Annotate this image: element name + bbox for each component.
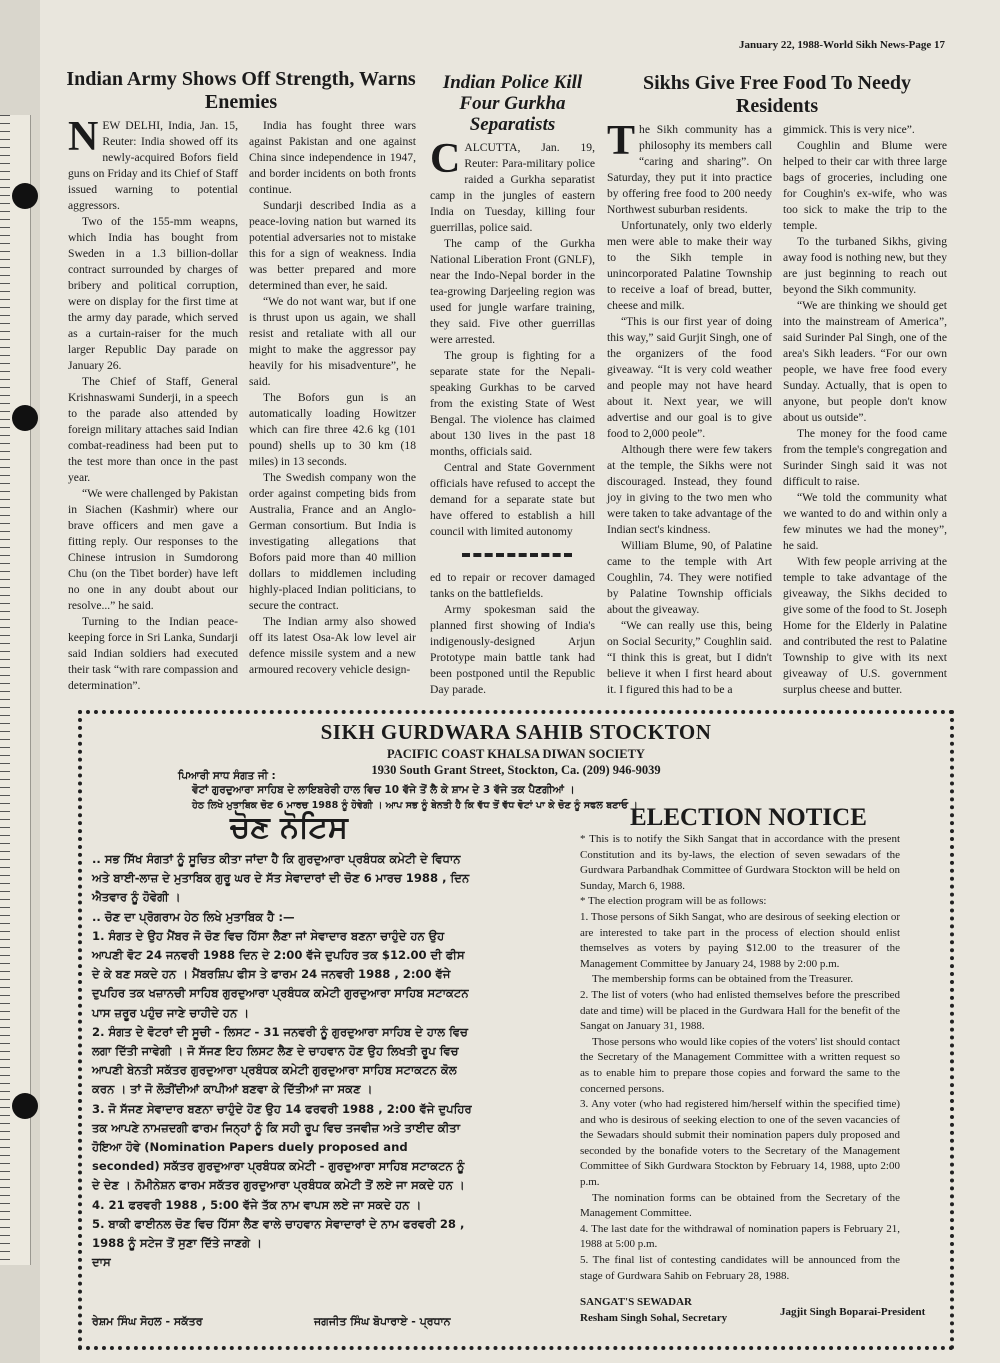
ad-punjabi-line2: ਹੇਠ ਲਿਖੇ ਮੁਤਾਬਿਕ ਚੋਣ 6 ਮਾਰਚ 1988 ਨੂੰ ਹੋਵੇਗੀ । ਆਪ ਸਭ ਨੂੰ ਬੇਨਤੀ ਹੈ ਕਿ ਵੱਧ ਤੋਂ ਵੱਧ ਵੋਟਾਂ ਪਾ ਕੇ ਚੋਣ ਨੂੰ ਸਫਲ ਬਣਾਓ । [192, 800, 638, 811]
ad-greeting: ਪਿਆਰੀ ਸਾਧ ਸੰਗਤ ਜੀ : [178, 770, 276, 782]
article1-title: Indian Army Shows Off Strength, Warns Enemies [66, 68, 416, 113]
punch-hole [12, 1093, 38, 1119]
punch-hole [12, 405, 38, 431]
article3-para: To the turbaned Sikhs, giving away food is nothing new, but they are just beginning to reach out beyond the Sikh community. [783, 235, 947, 296]
article1-para: The Bofors gun is an automatically loading Howitzer which can fire three 42.6 kg (101 pound) shells up to 30 km (18 miles) in 13 seconds. [249, 391, 416, 468]
article1-para: Two of the 155-mm weapns, which India has bought from Sweden in a 1.3 billion-dollar contract surrounded by charges of bribery and political corruption, were on display for the first time at the army day parade, which served as a curtain-raiser for the much larger Republic Day parade on January 26. [68, 215, 238, 372]
article3-para: Coughlin and Blume were helped to their car with three large bags of groceries, including one for Coughin's ex-wife, who was too sick to make the trip to the temple. [783, 139, 947, 232]
punch-hole [12, 183, 38, 209]
article3-para: With few people arriving at the temple to take advantage of the giveaway, the Sikhs decided to give some of the food to St. Joseph Home for the Elderly in Palatine and contributed the rest to Palatine Township to give with its next giveaway of U.S. government surplus cheese and butter. [783, 555, 947, 696]
article3-col2 [783, 122, 947, 698]
english-para: Those persons who would like copies of the voters' list should contact the Secretary of the Management Committee with a written request so as to enable him to prepare those copies and forward the same to the concerned persons. [580, 1035, 900, 1095]
ad-address: 1930 South Grant Street, Stockton, Ca. (209) 946-9039 [371, 763, 661, 777]
english-para: 1. Those persons of Sikh Sangat, who are desirous of seeking election or are interested to take part in the process of election should enlist themselves as voters by paying $12.00 to the treasurer of the Management Committee by January 24, 1988 by 2:00 p.m. [580, 910, 900, 970]
english-para: * The election program will be as follows: [580, 895, 767, 908]
article3-para: The Sikh community has a philosophy its members call “caring and sharing”. On Saturday, they put it into practice by offering free food to 200 needy Northwest suburban residents. [607, 118, 772, 216]
article2-body [430, 136, 595, 540]
ad-title: SIKH GURDWARA SAHIB STOCKTON [320, 720, 712, 744]
english-para: 4. The last date for the withdrawal of nomination papers is February 21, 1988 at 5:00 p.m. [580, 1222, 900, 1251]
article1-para: The Swedish company won the order against competing bids from Australia, France and an Anglo-German consortium. But India is investigating allegations that Bofors paid more than 40 million dollars to middlemen including highly-placed Indian politicians, to secure the contract. [249, 471, 416, 612]
separator-dashes [462, 553, 572, 557]
article1-para: Turning to the Indian peace-keeping force in Sri Lanka, Sundarji said Indian soldiers had executed their task “with rare compassion and determination”. [68, 615, 238, 692]
punjabi-signature-secretary: ਰੇਸ਼ਮ ਸਿੰਘ ਸੋਹਲ - ਸਕੱਤਰ [92, 1315, 203, 1328]
punjabi-para: .. ਸਭ ਸਿੱਖ ਸੰਗਤਾਂ ਨੂੰ ਸੂਚਿਤ ਕੀਤਾ ਜਾਂਦਾ ਹੈ ਕਿ ਗੁਰਦੁਆਰਾ ਪ੍ਰਬੰਧਕ ਕਮੇਟੀ ਦੇ ਵਿਧਾਨ ਅਤੇ ਬਾਈ-ਲਾਜ਼ ਦੇ ਮੁਤਾਬਿਕ ਗੁਰੂ ਘਰ ਦੇ ਸੱਤ ਸੇਵਾਦਾਰਾਂ ਦੀ ਚੋਣ 6 ਮਾਰਚ 1988 , ਦਿਨ ਐਤਵਾਰ ਨੂੰ ਹੋਵੇਗੀ । [92, 852, 470, 905]
article3-col1 [607, 118, 772, 698]
punjabi-para: 4. 21 ਫਰਵਰੀ 1988 , 5:00 ਵੱਜੇ ਤੱਕ ਨਾਮ ਵਾਪਸ ਲਏ ਜਾ ਸਕਦੇ ਹਨ । [92, 1197, 422, 1212]
article3-para: gimmick. This is very nice”. [783, 123, 915, 136]
punjabi-notice-title: ਚੋਣ ਨੋਟਿਸ [230, 810, 348, 845]
article3-para: “We told the community what we wanted to do and within only a few minutes we had the money”, he said. [783, 491, 947, 552]
signature-secretary: Resham Singh Sohal, Secretary [580, 1312, 728, 1324]
punjabi-para: 3. ਜੋ ਸੱਜਣ ਸੇਵਾਦਾਰ ਬਣਨਾ ਚਾਹੁੰਦੇ ਹੋਣ ਉਹ 14 ਫਰਵਰੀ 1988 , 2:00 ਵੱਜੇ ਦੁਪਹਿਰ ਤਕ ਆਪਣੇ ਨਾਮਜ਼ਦਗੀ ਫਾਰਮ ਜਿਨ੍ਹਾਂ ਨੂੰ ਕਿ ਸਹੀ ਰੂਪ ਵਿਚ ਤਜਵੀਜ਼ ਅਤੇ ਤਾਈਦ ਕੀਤਾ ਹੋਇਆ ਹੋਵੇ (Nomination Papers duely proposed and seconded) ਸਕੱਤਰ ਗੁਰਦੁਆਰਾ ਪ੍ਰਬੰਧਕ ਕਮੇਟੀ - ਗੁਰਦੁਆਰਾ ਸਾਹਿਬ ਸਟਾਕਟਨ ਨੂੰ ਦੇ ਦੇਣ । ਨੋਮੀਨੇਸ਼ਨ ਫਾਰਮ ਸਕੱਤਰ ਗੁਰਦੁਆਰਾ ਪ੍ਰਬੰਧਕ ਕਮੇਟੀ ਤੋਂ ਲਏ ਜਾ ਸਕਦੇ ਹਨ । [92, 1101, 472, 1193]
ad-punjabi-line1: ਵੋਟਾਂ ਗੁਰਦੁਆਰਾ ਸਾਹਿਬ ਦੇ ਲਾਇਬਰੇਰੀ ਹਾਲ ਵਿਚ 10 ਵੱਜੇ ਤੋਂ ਲੈ ਕੇ ਸ਼ਾਮ ਦੇ 3 ਵੱਜੇ ਤਕ ਪੈਣਗੀਆਂ । [192, 784, 575, 796]
article2-para: The camp of the Gurkha National Liberation Front (GNLF), near the Indo-Nepal border in the tea-growing Darjeeling region was used for jungle warfare training, they said. Five other guerrillas were arrested. [430, 237, 595, 346]
article2-title: Indian Police Kill Four Gurkha Separatists [442, 72, 583, 135]
english-para: The nomination forms can be obtained from the Secretary of the Management Committee. [580, 1191, 900, 1220]
dropcap: T [607, 118, 636, 164]
punjabi-notice-body [92, 850, 476, 1272]
signature-president: Jagjit Singh Boparai-President [780, 1306, 926, 1318]
punjabi-para: 1. ਸੰਗਤ ਦੇ ਉਹ ਮੈਂਬਰ ਜੋ ਚੋਣ ਵਿਚ ਹਿੱਸਾ ਲੈਣਾ ਜਾਂ ਸੇਵਾਦਾਰ ਬਣਨਾ ਚਾਹੁੰਦੇ ਹਨ ਉਹ ਆਪਣੀ ਵੋਟ 24 ਜਨਵਰੀ 1988 ਦਿਨ ਦੇ 2:00 ਵੱਜੇ ਦੁਪਹਿਰ ਤਕ $12.00 ਦੀ ਫੀਸ ਦੇ ਕੇ ਬਣ ਸਕਦੇ ਹਨ । ਮੈਂਬਰਸ਼ਿਪ ਫੀਸ ਤੇ ਫਾਰਮ 24 ਜਨਵਰੀ 1988 , 2:00 ਵੱਜੇ ਦੁਪਹਿਰ ਤਕ ਖਜ਼ਾਨਚੀ ਸਾਹਿਬ ਗੁਰਦੁਆਰਾ ਪ੍ਰਬੰਧਕ ਕਮੇਟੀ ਗੁਰਦੁਆਰਾ ਸਾਹਿਬ ਸਟਾਕਟਨ ਪਾਸ ਜ਼ਰੂਰ ਪਹੁੰਚ ਜਾਣੇ ਚਾਹੀਦੇ ਹਨ । [92, 928, 469, 1020]
election-notice-ad [78, 710, 954, 1350]
article1-col1 [68, 114, 238, 694]
article3-para: The money for the food came from the temple's congregation and Surinder Singh said it was not difficult to raise. [783, 427, 947, 488]
article3-para: Unfortunately, only two elderly men were able to make their way to the Sikh temple in unincorporated Palatine Township to receive a loaf of bread, butter, cheese and milk. [607, 219, 772, 312]
article1-para: The Indian army also showed off its latest Osa-Ak low level air defence missile system and a new armoured recovery vehicle design- [249, 615, 416, 676]
article1-para: NEW DELHI, India, Jan. 15, Reuter: India showed off its newly-acquired Bofors field guns on Friday and its Chief of Staff issued warning to potential aggressors. [68, 114, 238, 212]
signature-heading: SANGAT'S SEWADAR [580, 1296, 692, 1308]
english-notice-body [580, 832, 900, 1284]
article1-para: “We were challenged by Pakistan in Siachen (Kashmir) where our brave officers and men gave a fitting reply. Our responses to the Chinese intrusion in Sumdorong Chu (on the Tibet border) have left no one in any doubt about our resolve...” he said. [68, 487, 238, 612]
punjabi-para: .. ਚੋਣ ਦਾ ਪ੍ਰੋਗਰਾਮ ਹੇਠ ਲਿਖੇ ਮੁਤਾਬਿਕ ਹੈ :— [92, 909, 295, 924]
article1-para: ed to repair or recover damaged tanks on the battlefields. [430, 571, 595, 600]
punjabi-para: 5. ਬਾਕੀ ਫਾਈਨਲ ਚੋਣ ਵਿਚ ਹਿੱਸਾ ਲੈਣ ਵਾਲੇ ਚਾਹਵਾਨ ਸੇਵਾਦਾਰਾਂ ਦੇ ਨਾਮ ਫਰਵਰੀ 28 , 1988 ਨੂੰ ਸਟੇਜ ਤੋਂ ਸੁਣਾ ਦਿੱਤੇ ਜਾਣਗੇ । [92, 1216, 465, 1251]
article1-para: “We do not want war, but if one is thrust upon us again, we shall resist and retaliate with all our might to make the aggressor pay heavily for his misadventure”, he said. [249, 295, 416, 388]
article1-col2 [249, 118, 416, 678]
article1-col3 [430, 570, 595, 698]
ad-organization: PACIFIC COAST KHALSA DIWAN SOCIETY [387, 747, 645, 761]
english-para: * This is to notify the Sikh Sangat that in accordance with the present Constitution and its by-laws, the election of seven sewadars of the Gurdwara Parbandhak Committee of Gurdwara Stockton will be held on Sunday, March 6, 1988. [580, 833, 900, 892]
dropcap: C [430, 136, 461, 182]
article3-title: Sikhs Give Free Food To Needy Residents [643, 72, 911, 117]
dropcap: N [68, 114, 99, 160]
english-para: 2. The list of voters (who had enlisted themselves before the prescribed date and time) will be placed in the Gurdwara Hall for the benefit of the Sangat on January 31, 1988. [580, 988, 900, 1033]
article2-para: Central and State Government officials have refused to accept the demand for a separate state but have offered to establish a hill council with limited autonomy [430, 461, 595, 538]
article1-para: Army spokesman said the planned first showing of India's indigenously-designed Arjun Prototype main battle tank had been postponed until the Republic Day parade. [430, 603, 595, 696]
english-notice-title: ELECTION NOTICE [630, 804, 867, 831]
article2-para: CALCUTTA, Jan. 19, Reuter: Para-military police raided a Gurkha separatist camp in the jungles of eastern India on Tuesday, killing four guerrillas, police said. [430, 136, 595, 234]
article3-para: “This is our first year of doing this way,” said Gurjit Singh, one of the organizers of the food giveaway. “It is very cold weather and people may not have heard about it. Next year, we will advertise and our goal is to give food to 2,000 peole”. [607, 315, 772, 440]
article3-para: Although there were few takers at the temple, the Sikhs were not discouraged. Instead, they found joy in giving to the two men who were taken to take advantage of the Indian sect's kindness. [607, 443, 772, 536]
punjabi-signature-president: ਜਗਜੀਤ ਸਿੰਘ ਬੋਪਾਰਾਏ - ਪ੍ਰਧਾਨ [314, 1315, 451, 1328]
english-para: 3. Any voter (who had registered him/herself within the specified time) and who is desirous of seeking election to one of the seven vacancies of the Sewadars should submit their nomination papers duly proposed and seconded by the bonafide voters to the Secretary of the Management Committee of Sikh Gurdwara Stockton by February 14, 1988, upto 2:00 p.m. [580, 1098, 900, 1189]
english-para: 5. The final list of contesting candidates will be announced from the stage of Gurdwara Sahib on February 28, 1988. [580, 1254, 900, 1282]
article1-para: Sundarji described India as a peace-loving nation but warned its potential adversaries not to mistake this for a sign of weakness. India was better prepared and more determined than ever, he said. [249, 199, 416, 292]
article3-para: William Blume, 90, of Palatine came to the temple with Art Coughlin, 74. They were notified by Palatine Township officials about the giveaway. [607, 539, 772, 616]
punjabi-para: 2. ਸੰਗਤ ਦੇ ਵੋਟਰਾਂ ਦੀ ਸੂਚੀ - ਲਿਸਟ - 31 ਜਨਵਰੀ ਨੂੰ ਗੁਰਦੁਆਰਾ ਸਾਹਿਬ ਦੇ ਹਾਲ ਵਿਚ ਲਗਾ ਦਿੱਤੀ ਜਾਵੇਗੀ । ਜੋ ਸੱਜਣ ਇਹ ਲਿਸਟ ਲੈਣ ਦੇ ਚਾਹਵਾਨ ਹੋਣ ਉਹ ਲਿਖਤੀ ਰੂਪ ਵਿਚ ਆਪਣੀ ਬੇਨਤੀ ਸਕੱਤਰ ਗੁਰਦੁਆਰਾ ਪ੍ਰਬੰਧਕ ਕਮੇਟੀ ਗੁਰਦੁਆਰਾ ਸਾਹਿਬ ਸਟਾਕਟਨ ਕੋਲ ਕਰਨ । ਤਾਂ ਜੋ ਲੋੜੀਂਦੀਆਂ ਕਾਪੀਆਂ ਬਣਵਾ ਕੇ ਦਿੱਤੀਆਂ ਜਾ ਸਕਣ । [92, 1024, 468, 1097]
english-para: The membership forms can be obtained from the Treasurer. [592, 973, 854, 986]
article1-para: The Chief of Staff, General Krishnaswami Sunderji, in a speech to the parade also attended by foreign military attaches said Indian combat-readiness had been put to the test more than once in the past year. [68, 375, 238, 484]
article3-para: “We can really use this, being on Social Security,” Coughlin said. “I think this is great, but I didn't believe it when I first heard about it. I figured this had to be a [607, 619, 772, 696]
article3-para: “We are thinking we should get into the mainstream of America”, said Surinder Pal Singh, one of the area's Sikh leaders. “For our own people, we have free food every Sunday. Actually, that is open to anyone, but people don't know about us outside”. [783, 299, 947, 424]
page-header: January 22, 1988-World Sikh News-Page 17 [739, 39, 945, 51]
punjabi-para: ਦਾਸ [92, 1255, 111, 1270]
article1-para: India has fought three wars against Pakistan and one against China since independence in 1947, and border incidents on both fronts continue. [249, 119, 416, 196]
article2-para: The group is fighting for a separate state for the Nepali-speaking Gurkhas to be carved from the existing State of West Bengal. The violence has claimed about 130 lives in the past 18 months, officials said. [430, 349, 595, 458]
